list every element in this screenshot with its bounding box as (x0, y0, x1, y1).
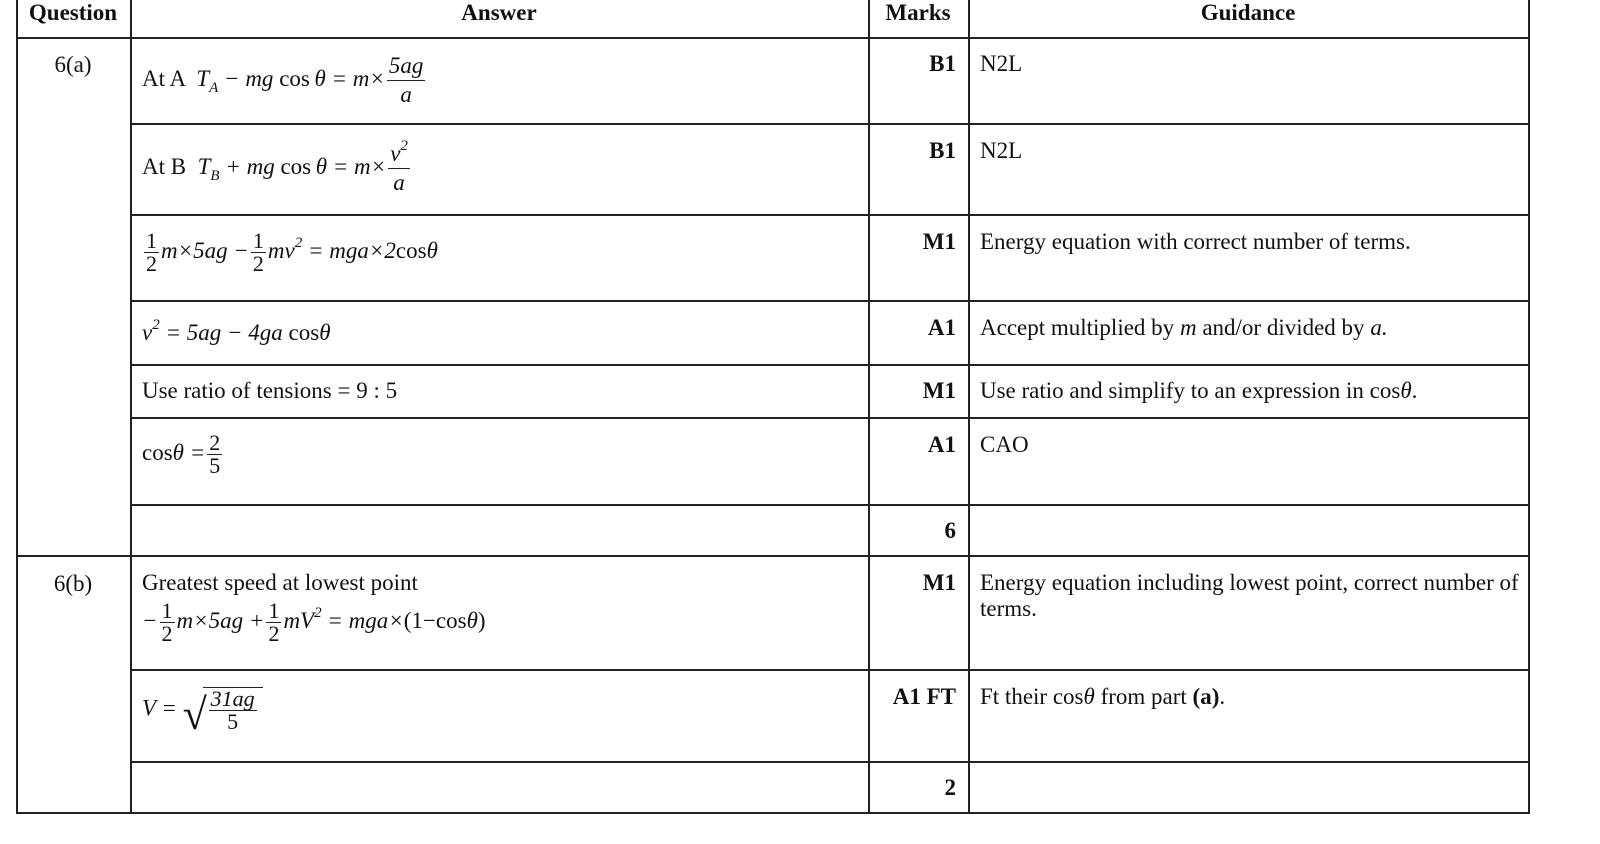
guidance-text: Use ratio and simplify to an expression in cosθ. (980, 378, 1418, 403)
answer-energy-equation: $\frac{1}{2}$ m×5ag − $\frac{1}{2}$ $mv^2 = mga\times 2\cos\theta$ (146, 228, 438, 276)
question-number: 6(a) (54, 52, 92, 77)
header-marks: Marks (885, 0, 951, 25)
mark: B1 (929, 51, 956, 76)
answer-cos-theta: cosθ = $\frac{2}{5}$ (142, 430, 221, 478)
answer-ratio-text: Use ratio of tensions = 9 : 5 (142, 378, 398, 403)
answer-equation-at-b: At B $T_B$ + mg cos θ = m× $\frac{v^2}{a}$ (142, 138, 408, 195)
header-answer: Answer (461, 0, 537, 25)
guidance-text: Accept multiplied by m and/or divided by a. (980, 315, 1388, 340)
answer-v-formula: V = √ $\frac{31ag}{5}$ (142, 687, 263, 733)
guidance-text: Ft their cosθ from part (a). (980, 684, 1226, 709)
mark: M1 (922, 229, 956, 254)
guidance-text: N2L (980, 138, 1023, 163)
guidance-text: Energy equation with correct number of terms. (980, 229, 1411, 254)
answer-equation-at-a: At A $T_A$ − mg cos θ = m× $\frac{5ag}{a}$ (142, 53, 424, 107)
guidance-text: CAO (980, 432, 1029, 457)
answer-greatest-speed-text: Greatest speed at lowest point (142, 570, 418, 595)
header-question: Question (28, 0, 118, 25)
total-marks: 2 (944, 775, 956, 800)
mark: B1 (929, 138, 956, 163)
question-number: 6(b) (53, 571, 93, 596)
mark: A1 (927, 315, 956, 340)
guidance-text: N2L (980, 51, 1023, 76)
mark: A1 FT (892, 684, 956, 709)
mark: A1 (927, 432, 956, 457)
total-marks: 6 (944, 518, 956, 543)
answer-v-squared: $v^2 = 5ag - 4ga$ cosθ (142, 317, 331, 345)
header-guidance: Guidance (1200, 0, 1296, 25)
answer-energy-equation-lowest: − $\frac{1}{2}$ m×5ag + $\frac{1}{2}$ $mV^2 = mga\times(1-\cos\theta)$ (142, 598, 486, 646)
mark: M1 (922, 570, 956, 595)
guidance-text: Energy equation including lowest point, correct number of terms. (980, 570, 1519, 621)
mark: M1 (922, 378, 956, 403)
